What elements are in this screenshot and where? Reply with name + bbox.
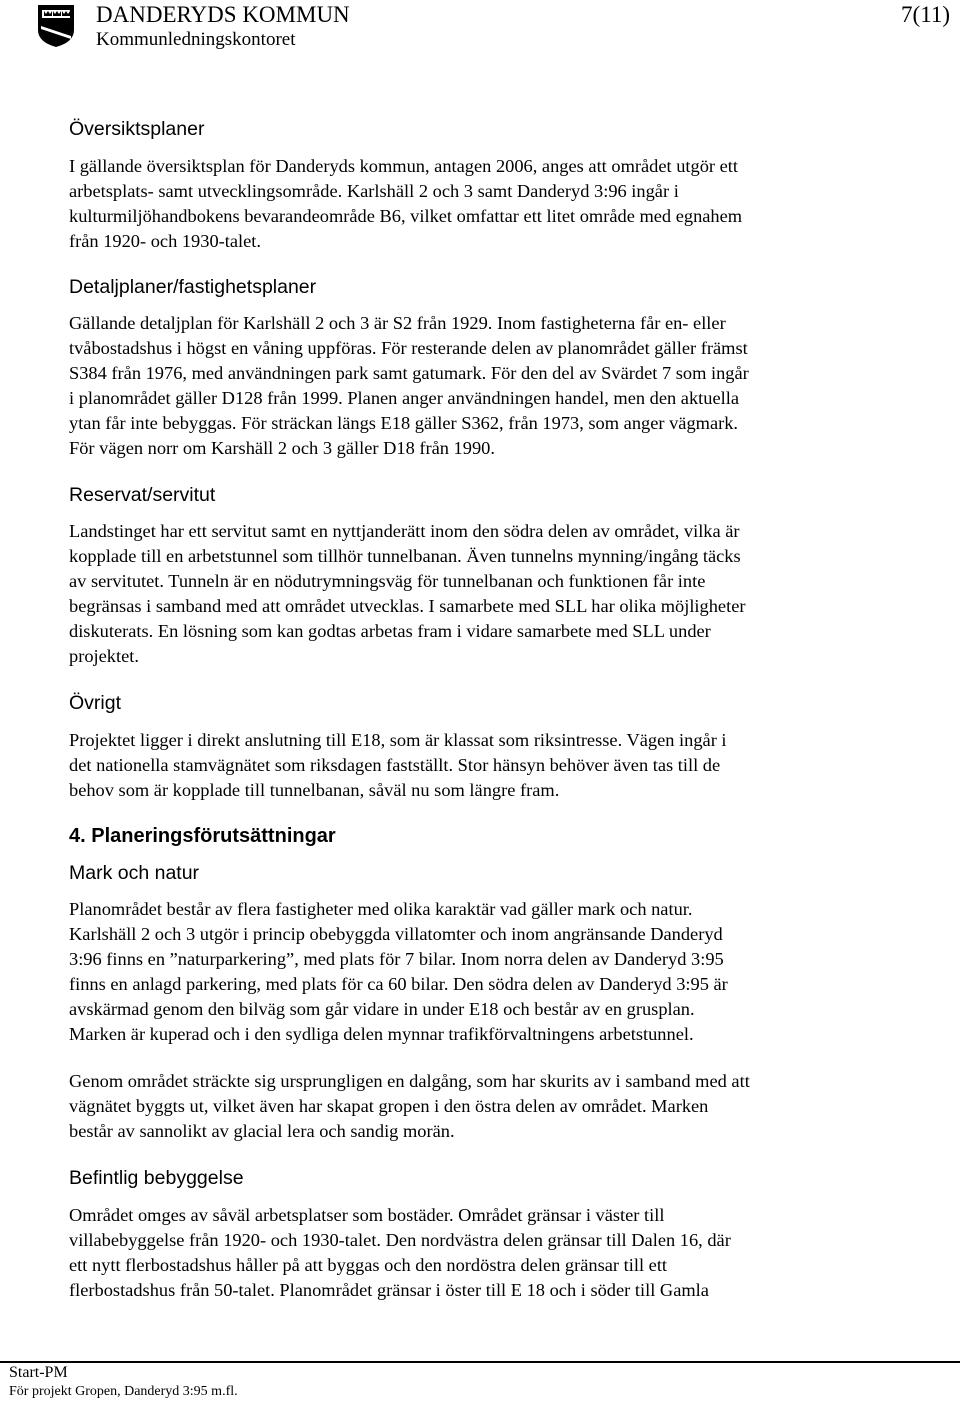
paragraph-ovrigt: Projektet ligger i direkt anslutning till E18, som är klassat som riksintresse. Vägen ingår i det nationella stamvägnätet som riksdagen fastställt. Stor hänsyn behöver även tas till de behov som är kopplade till tunnelbanan, såväl nu som längre fram.	[69, 730, 727, 800]
section-heading-befintlig-bebyggelse: Befintlig bebyggelse	[69, 1167, 244, 1189]
footer-project-name: För projekt Gropen, Danderyd 3:95 m.fl.	[9, 1384, 238, 1399]
paragraph-detaljplaner: Gällande detaljplan för Karlshäll 2 och 3 är S2 från 1929. Inom fastigheterna får en- eller tvåbostadshus i högst en våning uppföras. För resterande delen av planområdet gäller främst S384 från 1976, med användningen park samt gatumark. För den del av Svärdet 7 som ingår i planområdet gäller D128 från 1999. Planen anger användningen handel, men den aktuella ytan får inte bebyggas. För sträckan längs E18 gäller S362, från 1973, som anger vägmark. För vägen norr om Karshäll 2 och 3 gäller D18 från 1990.	[69, 313, 749, 458]
section-heading-mark-och-natur: Mark och natur	[69, 862, 200, 884]
chapter-heading: 4. Planeringsförutsättningar	[69, 825, 336, 847]
department-name: Kommunledningskontoret	[96, 29, 296, 50]
paragraph-befintlig-bebyggelse: Området omges av såväl arbetsplatser som bostäder. Området gränsar i väster till villabebyggelse från 1920- och 1930-talet. Den nordvästra delen gränsar till Dalen 16, där ett nytt flerbostadshus håller på att byggas och den nordöstra delen gränsar till ett flerbostadshus från 50-talet. Planområdet gränsar i öster till E 18 och i söder till Gamla	[69, 1205, 731, 1300]
paragraph-mark-och-natur-1: Planområdet består av flera fastigheter med olika karaktär vad gäller mark och natur. Karlshäll 2 och 3 utgör i princip obebyggda villatomter och inom angränsande Danderyd 3:96 finns en ”naturparkering”, med plats för 7 bilar. Inom norra delen av Danderyd 3:95 finns en anlagd parkering, med plats för ca 60 bilar. Den södra delen av Danderyd 3:95 är avskärmad genom den bilväg som går vidare in under E18 och består av en grusplan. Marken är kuperad och i den sydliga delen mynnar trafikförvaltningens arbetstunnel.	[69, 899, 728, 1044]
section-heading-oversiktsplaner: Översiktsplaner	[69, 118, 205, 140]
paragraph-mark-och-natur-2: Genom området sträckte sig ursprungligen en dalgång, som har skurits av i samband med att vägnätet byggts ut, vilket även har skapat gropen i den östra delen av området. Marken består av sannolikt av glacial lera och sandig morän.	[69, 1071, 750, 1141]
section-heading-reservat: Reservat/servitut	[69, 484, 216, 506]
municipality-crest-logo	[37, 4, 75, 48]
section-heading-detaljplaner: Detaljplaner/fastighetsplaner	[69, 276, 317, 298]
page-number: 7(11)	[901, 2, 950, 27]
paragraph-oversiktsplaner: I gällande översiktsplan för Danderyds kommun, antagen 2006, anges att området utgör ett arbetsplats- samt utvecklingsområde. Karlshäll 2 och 3 samt Danderyd 3:96 ingår i kulturmiljöhandbokens bevarandeområde B6, vilket omfattar ett litet område med egnahem från 1920- och 1930-talet.	[69, 156, 743, 251]
paragraph-reservat: Landstinget har ett servitut samt en nyttjanderätt inom den södra delen av området, vilka är kopplade till en arbetstunnel som tillhör tunnelbanan. Även tunnelns mynning/ingång täcks av servitutet. Tunneln är en nödutrymningsväg för tunnelbanan och funktionen får inte begränsas i samband med att området utvecklas. I samarbete med SLL har olika möjligheter diskuterats. En lösning som kan godtas arbetas fram i vidare samarbete med SLL under projektet.	[69, 521, 746, 666]
footer-divider	[0, 1361, 960, 1363]
organization-name: DANDERYDS KOMMUN	[96, 2, 350, 27]
footer-document-type: Start-PM	[9, 1364, 68, 1381]
section-heading-ovrigt: Övrigt	[69, 692, 122, 714]
